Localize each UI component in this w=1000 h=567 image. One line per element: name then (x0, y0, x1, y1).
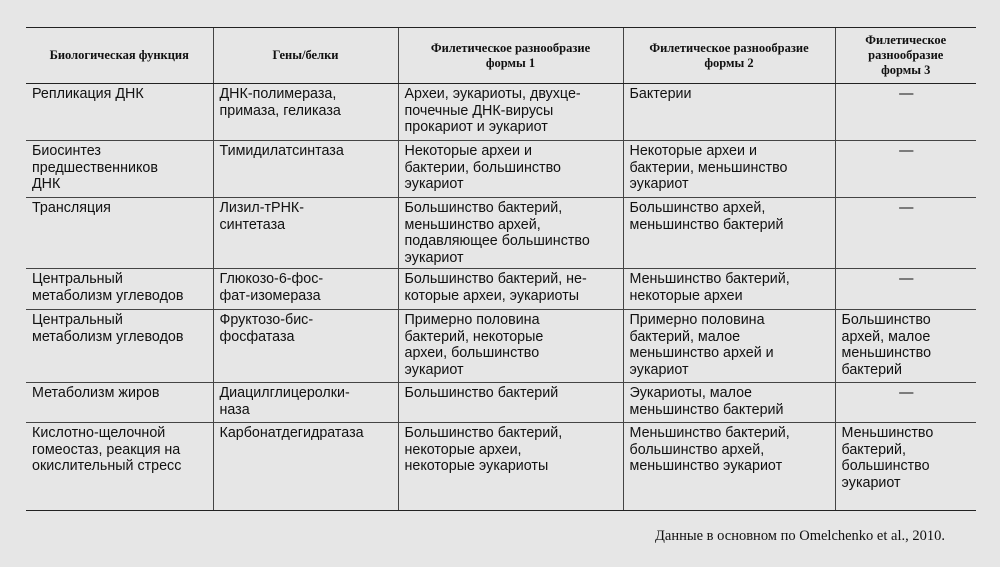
phyletic-table-container (26, 27, 976, 511)
cell-genes: Фруктозо-бис- фосфатаза (213, 310, 398, 383)
cell-form-3: — (835, 269, 976, 310)
cell-form-1: Большинство бактерий, не- которые археи, эукариоты (398, 269, 623, 310)
cell-form-1: Большинство бактерий (398, 383, 623, 423)
cell-function: Трансляция (26, 198, 213, 269)
table-row (26, 141, 976, 198)
cell-form-3: Большинство архей, малое меньшинство бактерий (835, 310, 976, 383)
table-row (26, 84, 976, 141)
header-genes-proteins: Гены/белки (213, 28, 398, 84)
cell-form-3: — (835, 383, 976, 423)
cell-genes: Тимидилатсинтаза (213, 141, 398, 198)
cell-form-2: Меньшинство бактерий, большинство архей, меньшинство эукариот (623, 423, 835, 511)
cell-genes: Лизил-тРНК- синтетаза (213, 198, 398, 269)
cell-function: Центральный метаболизм углеводов (26, 269, 213, 310)
phyletic-diversity-table (26, 27, 976, 511)
header-form-1: Филетическое разнообразие формы 1 (398, 28, 623, 84)
cell-form-2: Примерно половина бактерий, малое меньшинство архей и эукариот (623, 310, 835, 383)
cell-form-1: Примерно половина бактерий, некоторые археи, большинство эукариот (398, 310, 623, 383)
cell-form-3: — (835, 198, 976, 269)
cell-form-1: Археи, эукариоты, двухце- почечные ДНК-вирусы прокариот и эукариот (398, 84, 623, 141)
cell-function: Биосинтез предшественников ДНК (26, 141, 213, 198)
table-row (26, 310, 976, 383)
cell-form-2: Бактерии (623, 84, 835, 141)
cell-function: Метаболизм жиров (26, 383, 213, 423)
table-row (26, 423, 976, 511)
cell-form-3: — (835, 141, 976, 198)
cell-function: Репликация ДНК (26, 84, 213, 141)
cell-form-2: Меньшинство бактерий, некоторые археи (623, 269, 835, 310)
cell-form-3: Меньшинство бактерий, большинство эукариот (835, 423, 976, 511)
cell-form-2: Эукариоты, малое меньшинство бактерий (623, 383, 835, 423)
cell-form-1: Большинство бактерий, меньшинство архей, подавляющее большинство эукариот (398, 198, 623, 269)
cell-form-3: — (835, 84, 976, 141)
cell-form-2: Большинство архей, меньшинство бактерий (623, 198, 835, 269)
cell-genes: Глюкозо-6-фос- фат-изомераза (213, 269, 398, 310)
header-form-3: Филетическое разнообразие формы 3 (835, 28, 976, 84)
cell-genes: Диацилглицеролки- наза (213, 383, 398, 423)
cell-function: Кислотно-щелочной гомеостаз, реакция на окислительный стресс (26, 423, 213, 511)
header-form-2: Филетическое разнообразие формы 2 (623, 28, 835, 84)
cell-genes: Карбонатдегидратаза (213, 423, 398, 511)
table-row (26, 383, 976, 423)
cell-genes: ДНК-полимераза, примаза, геликаза (213, 84, 398, 141)
cell-form-2: Некоторые археи и бактерии, меньшинство эукариот (623, 141, 835, 198)
table-header-row (26, 28, 976, 84)
header-biological-function: Биологическая функция (26, 28, 213, 84)
cell-form-1: Некоторые археи и бактерии, большинство эукариот (398, 141, 623, 198)
table-row (26, 198, 976, 269)
cell-function: Центральный метаболизм углеводов (26, 310, 213, 383)
cell-form-1: Большинство бактерий, некоторые археи, некоторые эукариоты (398, 423, 623, 511)
table-row (26, 269, 976, 310)
source-footnote: Данные в основном по Omelchenko et al., 2010. (655, 528, 945, 544)
